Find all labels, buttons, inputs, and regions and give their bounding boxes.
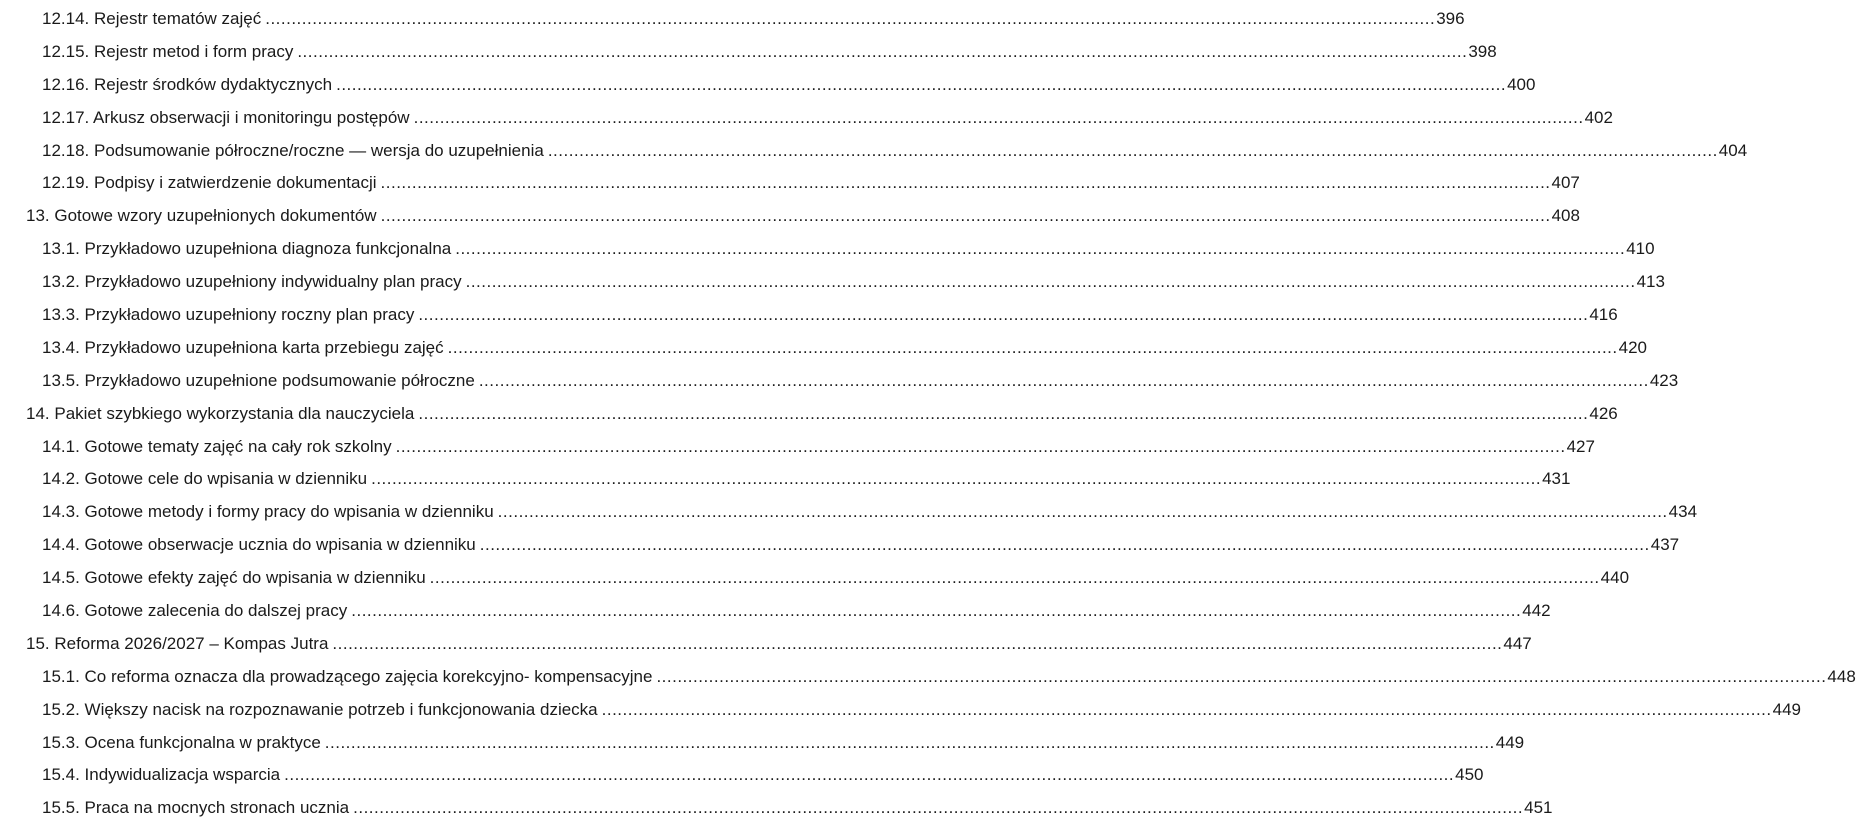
toc-entry-line: [26, 398, 1618, 431]
toc-entry-level-2[interactable]: [0, 529, 1680, 562]
toc-dot-leader: ................................................................................................................................................................................................................................: [324, 732, 1495, 752]
toc-dot-leader: ................................................................................................................................................................................................................................: [497, 502, 1668, 522]
toc-entry-page-number: 396: [1436, 9, 1465, 28]
toc-entry-level-2[interactable]: [0, 463, 1571, 496]
toc-entry-title: 12.16. Rejestr środków dydaktycznych: [42, 74, 333, 94]
toc-entry-title: 15.1. Co reforma oznacza dla prowadzącego zajęcia korekcyjno- kompensacyjne: [42, 666, 653, 686]
toc-entry-page-number: 398: [1468, 41, 1497, 61]
table-of-contents: [0, 3, 1856, 825]
toc-entry-page-number: 408: [1551, 206, 1580, 226]
toc-dot-leader: ................................................................................................................................................................................................................................: [447, 337, 1618, 357]
toc-entry-level-1[interactable]: [0, 628, 1532, 661]
toc-entry-page-number: 413: [1636, 272, 1665, 292]
toc-entry-line: [42, 431, 1595, 464]
toc-entry-title: 13.2. Przykładowo uzupełniony indywidualny plan pracy: [42, 272, 462, 292]
toc-entry-title: 15.3. Ocena funkcjonalna w praktyce: [42, 732, 321, 752]
toc-entry-line: [42, 759, 1484, 792]
toc-entry-level-2[interactable]: [0, 69, 1536, 102]
toc-entry-level-2[interactable]: [0, 759, 1484, 792]
toc-dot-leader: ................................................................................................................................................................................................................................: [418, 305, 1589, 325]
toc-entry-title: 14.4. Gotowe obserwacje ucznia do wpisania w dzienniku: [42, 535, 476, 555]
toc-entry-line: [42, 266, 1665, 299]
toc-entry-title: 12.14. Rejestr tematów zajęć: [42, 9, 262, 28]
toc-entry-page-number: 407: [1551, 173, 1580, 193]
toc-entry-title: 14.1. Gotowe tematy zajęć na cały rok szkolny: [42, 436, 392, 456]
toc-entry-level-2[interactable]: [0, 135, 1748, 168]
toc-entry-line: [42, 332, 1647, 365]
toc-dot-leader: ................................................................................................................................................................................................................................: [465, 272, 1636, 292]
toc-dot-leader: ................................................................................................................................................................................................................................: [547, 140, 1718, 160]
toc-entry-level-1[interactable]: [0, 200, 1580, 233]
toc-dot-leader: ................................................................................................................................................................................................................................: [656, 666, 1827, 686]
toc-entry-level-2[interactable]: [0, 332, 1647, 365]
toc-entry-level-2[interactable]: [0, 233, 1655, 266]
toc-entry-level-2[interactable]: [0, 167, 1580, 200]
toc-dot-leader: ................................................................................................................................................................................................................................: [297, 41, 1468, 61]
toc-entry-title: 13.4. Przykładowo uzupełniona karta przebiegu zajęć: [42, 337, 444, 357]
toc-dot-leader: ................................................................................................................................................................................................................................: [353, 798, 1524, 818]
toc-entry-page-number: 442: [1522, 601, 1551, 621]
toc-entry-title: 12.19. Podpisy i zatwierdzenie dokumentacji: [42, 173, 377, 193]
toc-entry-line: [42, 694, 1801, 727]
toc-dot-leader: ................................................................................................................................................................................................................................: [455, 239, 1626, 259]
toc-entry-level-2[interactable]: [0, 3, 1465, 36]
toc-entry-title: 15.5. Praca na mocnych stronach ucznia: [42, 798, 350, 818]
toc-entry-page-number: 400: [1507, 74, 1536, 94]
toc-entry-line: [42, 69, 1536, 102]
toc-entry-page-number: 423: [1649, 370, 1679, 390]
toc-entry-page-number: 437: [1650, 535, 1680, 555]
toc-entry-title: 15.2. Większy nacisk na rozpoznawanie potrzeb i funkcjonowania dziecka: [42, 699, 598, 719]
toc-dot-leader: ................................................................................................................................................................................................................................: [413, 107, 1584, 127]
toc-entry-line: [42, 299, 1618, 332]
toc-dot-leader: ................................................................................................................................................................................................................................: [380, 206, 1551, 226]
toc-entry-line: [42, 102, 1613, 135]
toc-entry-line: [42, 3, 1465, 36]
toc-entry-line: [42, 135, 1748, 168]
toc-entry-page-number: 448: [1827, 666, 1856, 686]
toc-entry-line: [42, 167, 1580, 200]
toc-entry-page-number: 427: [1566, 436, 1595, 456]
toc-entry-title: 13.3. Przykładowo uzupełniony roczny plan pracy: [42, 305, 415, 325]
toc-entry-title: 14.3. Gotowe metody i formy pracy do wpisania w dzienniku: [42, 502, 494, 522]
toc-entry-page-number: 410: [1626, 239, 1655, 259]
toc-entry-title: 14.6. Gotowe zalecenia do dalszej pracy: [42, 601, 348, 621]
toc-entry-page-number: 404: [1718, 140, 1748, 160]
toc-dot-leader: ................................................................................................................................................................................................................................: [371, 469, 1542, 489]
toc-entry-level-1[interactable]: [0, 398, 1618, 431]
toc-entry-page-number: 449: [1495, 732, 1525, 752]
toc-entry-title: 14.2. Gotowe cele do wpisania w dzienniku: [42, 469, 368, 489]
toc-entry-level-2[interactable]: [0, 661, 1856, 694]
toc-entry-title: 14.5. Gotowe efekty zajęć do wpisania w dzienniku: [42, 568, 426, 588]
toc-entry-title: 14. Pakiet szybkiego wykorzystania dla nauczyciela: [26, 403, 415, 423]
toc-entry-title: 13. Gotowe wzory uzupełnionych dokumentów: [26, 206, 377, 226]
toc-entry-title: 12.18. Podsumowanie półroczne/roczne — wersja do uzupełnienia: [42, 140, 544, 160]
toc-entry-level-2[interactable]: [0, 496, 1698, 529]
toc-entry-level-2[interactable]: [0, 266, 1665, 299]
toc-dot-leader: ................................................................................................................................................................................................................................: [478, 370, 1649, 390]
toc-entry-line: [42, 562, 1630, 595]
toc-entry-page-number: 426: [1589, 403, 1618, 423]
toc-dot-leader: ................................................................................................................................................................................................................................: [336, 74, 1507, 94]
toc-entry-page-number: 450: [1455, 765, 1484, 785]
toc-entry-page-number: 416: [1589, 305, 1618, 325]
toc-entry-line: [26, 628, 1532, 661]
toc-dot-leader: ................................................................................................................................................................................................................................: [601, 699, 1772, 719]
toc-entry-page-number: 447: [1503, 633, 1532, 653]
toc-entry-page-number: 420: [1618, 337, 1647, 357]
toc-entry-page-number: 440: [1600, 568, 1630, 588]
toc-dot-leader: ................................................................................................................................................................................................................................: [332, 633, 1503, 653]
toc-dot-leader: ................................................................................................................................................................................................................................: [418, 403, 1589, 423]
toc-entry-title: 15. Reforma 2026/2027 – Kompas Jutra: [26, 633, 329, 653]
toc-entry-title: 12.17. Arkusz obserwacji i monitoringu postępów: [42, 107, 410, 127]
toc-dot-leader: ................................................................................................................................................................................................................................: [479, 535, 1650, 555]
toc-entry-level-2[interactable]: [0, 365, 1679, 398]
toc-entry-line: [42, 36, 1497, 69]
toc-entry-line: [42, 595, 1551, 628]
toc-entry-title: 12.15. Rejestr metod i form pracy: [42, 41, 294, 61]
toc-entry-line: [42, 365, 1679, 398]
toc-entry-title: 15.4. Indywidualizacja wsparcia: [42, 765, 281, 785]
toc-entry-level-2[interactable]: [0, 102, 1613, 135]
toc-entry-line: [42, 727, 1525, 760]
toc-dot-leader: ................................................................................................................................................................................................................................: [265, 9, 1436, 28]
toc-entry-page-number: 451: [1524, 798, 1553, 818]
toc-entry-line: [42, 496, 1698, 529]
toc-dot-leader: ................................................................................................................................................................................................................................: [351, 601, 1522, 621]
toc-entry-page-number: 402: [1584, 107, 1613, 127]
toc-entry-level-2[interactable]: [0, 694, 1801, 727]
toc-entry-page-number: 449: [1772, 699, 1801, 719]
toc-entry-page-number: 431: [1542, 469, 1571, 489]
toc-entry-line: [26, 200, 1580, 233]
toc-entry-line: [42, 463, 1571, 496]
toc-entry-level-2[interactable]: [0, 727, 1525, 760]
toc-entry-level-2[interactable]: [0, 299, 1618, 332]
toc-entry-level-2[interactable]: [0, 36, 1497, 69]
toc-entry-level-2[interactable]: [0, 431, 1595, 464]
toc-entry-level-2[interactable]: [0, 595, 1551, 628]
toc-dot-leader: ................................................................................................................................................................................................................................: [429, 568, 1600, 588]
toc-entry-title: 13.1. Przykładowo uzupełniona diagnoza funkcjonalna: [42, 239, 452, 259]
toc-entry-line: [42, 233, 1655, 266]
toc-entry-line: [42, 529, 1680, 562]
toc-entry-page-number: 434: [1668, 502, 1698, 522]
toc-entry-level-2[interactable]: [0, 792, 1553, 825]
toc-entry-line: [42, 792, 1553, 825]
toc-entry-level-2[interactable]: [0, 562, 1630, 595]
toc-entry-line: [42, 661, 1856, 694]
toc-dot-leader: ................................................................................................................................................................................................................................: [380, 173, 1551, 193]
toc-dot-leader: ................................................................................................................................................................................................................................: [284, 765, 1455, 785]
toc-entry-title: 13.5. Przykładowo uzupełnione podsumowanie półroczne: [42, 370, 475, 390]
toc-dot-leader: ................................................................................................................................................................................................................................: [395, 436, 1566, 456]
